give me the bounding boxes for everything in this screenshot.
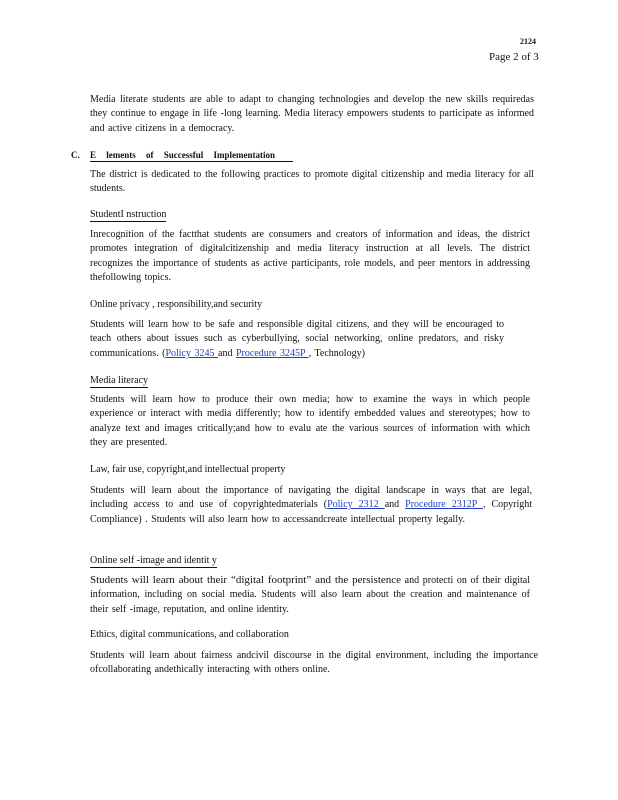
section-title: E lements of Successful Implementation xyxy=(90,150,293,162)
page-number: Page 2 of 3 xyxy=(489,51,539,63)
procedure-2312p-link[interactable]: Procedure 2312P xyxy=(405,499,483,511)
topic-body-ethics: Students will learn about fairness andcivil discourse in the digital environment, including the importance ofcollaborating andethically interacting with others online. xyxy=(90,650,538,676)
topic-heading-ethics: Ethics, digital communications, and collaboration xyxy=(90,629,289,640)
section-intro: The district is dedicated to the following practices to promote digital citizenship and media literacy for all students. xyxy=(90,169,534,195)
topic-body-online-privacy: Students will learn how to be safe and responsible digital citizens, and they will be encouraged to teach others about issues such as cyberbullying, social networking, online predators, and risky communications. (Policy 3245 and Procedure 3245P , Technology) xyxy=(90,319,504,359)
topic-heading-online-privacy: Online privacy , responsibility,and security xyxy=(90,299,263,310)
policy-2312-link[interactable]: Policy 2312 xyxy=(327,499,385,511)
policy-code: 2124 xyxy=(520,37,536,46)
topic-heading-student-instruction: StudentI nstruction xyxy=(90,209,167,220)
policy-3245-link[interactable]: Policy 3245 xyxy=(165,347,218,359)
procedure-3245p-link[interactable]: Procedure 3245P xyxy=(235,347,309,359)
intro-paragraph: Media literate students are able to adapt to changing technologies and develop the new skills requiredas they continue to engage in life -long learning. Media literacy empowers students to participate as informed and active citizens in a democracy. xyxy=(90,94,534,134)
topic-body-law-fair-use: Students will learn about the importance of navigating the digital landscape in ways that are legal, including access to and use of copyrightedmaterials (Policy 2312 and Procedure 2312P , Copyright Compliance) . Students will also learn how to accessandcreate intellectual property legally. xyxy=(90,485,533,525)
topic-heading-online-self-image: Online self -image and identit y xyxy=(90,555,217,566)
topic-heading-media-literacy: Media literacy xyxy=(90,375,149,386)
topic-body-media-literacy: Students will learn how to produce their own media; how to examine the ways in which people experience or interact with media differently; how to identify embedded values and stereotypes; how to analyze text and images critically;and how to evalu ate the various sources of information with which they are presented. xyxy=(90,394,530,449)
topic-body-online-self-image: Students will learn about their “digital footprint” and the persistence and protecti on of their digital information, including on social media. Students will also learn about the creation and maintenance of their self -image, reputation, and online identity. xyxy=(90,574,531,615)
section-letter: C. xyxy=(71,150,80,160)
topic-heading-law-fair-use: Law, fair use, copyright,and intellectual property xyxy=(90,464,286,475)
topic-body-student-instruction: Inrecognition of the factthat students are consumers and creators of information and ideas, the district promotes integration of digitalcitizenship and media literacy instruction at all levels. The district recognizes the importance of students as active participants, role models, and peer mentors in addressing thefollowing topics. xyxy=(90,229,530,284)
